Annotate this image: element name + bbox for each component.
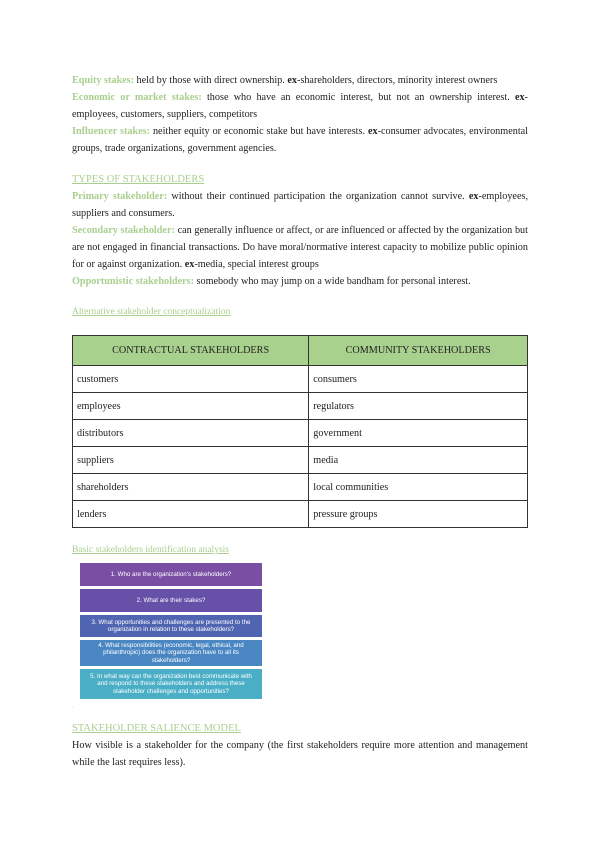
flow-step-2: 2. What are their stakes?: [80, 589, 262, 612]
definition-text: neither equity or economic stake but have interests.: [150, 126, 368, 137]
salience-text: How visible is a stakeholder for the company (the first stakeholders require more attention and management while the last requires less).: [72, 740, 528, 768]
stake-economic: [72, 89, 528, 123]
basic-analysis-heading[interactable]: Basic stakeholders identification analysis: [72, 545, 229, 555]
stakes-section: [72, 72, 528, 157]
type-primary: [72, 188, 528, 222]
table-row: [73, 420, 528, 447]
table-cell: government: [309, 420, 528, 447]
table-cell: employees: [73, 393, 309, 420]
table-row: [73, 501, 528, 528]
definition-text: without their continued participation the organization cannot survive.: [167, 191, 469, 202]
table-cell: consumers: [309, 366, 528, 393]
table-cell: distributors: [73, 420, 309, 447]
salience-heading[interactable]: STAKEHOLDER SALIENCE MODEL: [72, 723, 241, 734]
stake-equity: [72, 72, 528, 89]
document-page: [72, 72, 528, 771]
example-text: -employees, customers, suppliers, competitors: [72, 92, 529, 120]
example-marker: ex: [184, 259, 195, 270]
term-label: Economic or market stakes:: [72, 92, 202, 103]
header-community: COMMUNITY STAKEHOLDERS: [309, 336, 528, 366]
table-cell: suppliers: [73, 447, 309, 474]
header-contractual: CONTRACTUAL STAKEHOLDERS: [73, 336, 309, 366]
term-label: Equity stakes:: [72, 75, 134, 86]
example-marker: ex: [367, 126, 378, 137]
types-heading[interactable]: TYPES OF STAKEHOLDERS: [72, 174, 205, 185]
example-text: -employees, suppliers and consumers.: [72, 191, 528, 219]
definition-text: held by those with direct ownership.: [134, 75, 288, 86]
example-text: -consumer advocates, environmental groups, trade organizations, government agencies.: [72, 126, 528, 154]
definition-text: those who have an economic interest, but not an ownership interest.: [201, 92, 515, 103]
table-header-row: [73, 336, 528, 366]
types-section: [72, 171, 528, 290]
definition-text: can generally influence or affect, or are influenced or affected by the organization but are not engaged in financial transactions. Do have moral/normative interest capacity to mobilize public opinion for or against organization.: [72, 225, 528, 270]
table-cell: regulators: [309, 393, 528, 420]
stakeholder-table: [72, 335, 528, 528]
definition-text: somebody who may jump on a wide bandham for personal interest.: [193, 276, 471, 287]
term-label: Primary stakeholder:: [72, 191, 168, 202]
table-row: [73, 474, 528, 501]
flow-step-1: 1. Who are the organization's stakeholders?: [80, 563, 262, 586]
type-secondary: [72, 222, 528, 273]
basic-analysis-section: [72, 542, 528, 713]
analysis-flow-diagram: [80, 563, 262, 699]
flow-step-3: 3. What opportunities and challenges are presented to the organization in relation to these stakeholders?: [80, 615, 262, 637]
table-row: [73, 447, 528, 474]
example-marker: ex: [468, 191, 479, 202]
table-cell: local communities: [309, 474, 528, 501]
alternative-heading[interactable]: Alternative stakeholder conceptualization: [72, 307, 231, 317]
term-label: Secondary stakeholder:: [72, 225, 175, 236]
table-row: [73, 366, 528, 393]
type-opportunistic: [72, 273, 528, 290]
term-label: Opportunistic stakeholders:: [72, 276, 194, 287]
alternative-section: [72, 304, 528, 528]
example-text: -shareholders, directors, minority interest owners: [296, 75, 498, 86]
stake-influencer: [72, 123, 528, 157]
table-cell: media: [309, 447, 528, 474]
image-anchor-mark: ˈ: [72, 707, 74, 713]
table-cell: shareholders: [73, 474, 309, 501]
flow-step-4: 4. What responsibilities (economic, legal, ethical, and philanthropic) does the organization have to all its stakeholders?: [80, 640, 262, 666]
example-marker: ex: [287, 75, 297, 86]
salience-section: [72, 720, 528, 771]
example-text: -media, special interest groups: [194, 259, 319, 270]
table-cell: customers: [73, 366, 309, 393]
term-label: Influencer stakes:: [72, 126, 151, 137]
example-marker: ex: [514, 92, 525, 103]
table-cell: pressure groups: [309, 501, 528, 528]
table-cell: lenders: [73, 501, 309, 528]
table-row: [73, 393, 528, 420]
flow-step-5: 5. In what way can the organization best communicate with and respond to these stakeholders and address these stakeholder challenges and opportunities?: [80, 669, 262, 699]
